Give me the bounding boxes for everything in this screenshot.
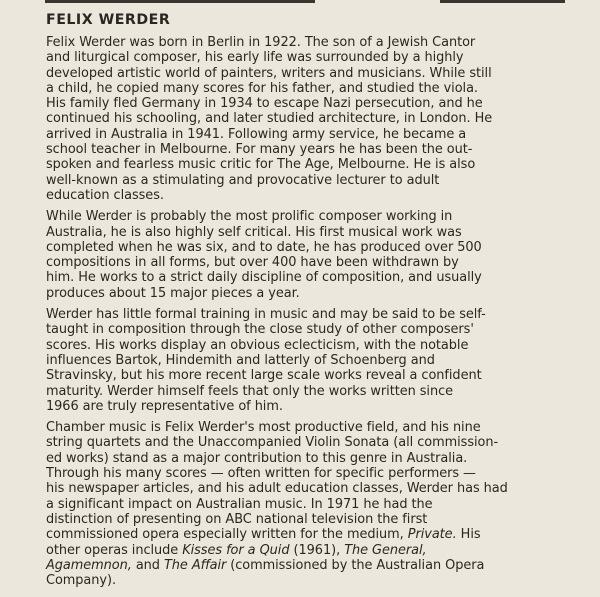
text-run: (1961), — [289, 542, 345, 558]
text-line: produces about 15 major pieces a year. — [46, 285, 300, 301]
text-line: developed artistic world of painters, writers and musicians. While still — [46, 65, 492, 81]
text-line: scores. His works display an obvious eclecticism, with the notable — [46, 337, 469, 353]
text-run: other operas include — [46, 542, 183, 558]
top-rule-left — [45, 0, 315, 3]
opera-title-agamemnon: Agamemnon, — [46, 557, 132, 573]
text-line: a significant impact on Australian music. In 1971 he had the — [46, 496, 433, 512]
text-run: commissioned opera especially written for the medium, — [46, 527, 408, 543]
text-line: arrived in Australia in 1941. Following army service, he became a — [46, 126, 467, 142]
text-line: well-known as a stimulating and provocative lecturer to adult — [46, 172, 440, 188]
text-line: Felix Werder was born in Berlin in 1922. The son of a Jewish Cantor — [46, 35, 476, 50]
text-line: 1966 are truly representative of him. — [46, 398, 283, 414]
text-line: influences Bartok, Hindemith and latterly of Schoenberg and — [46, 352, 435, 368]
text-run: His — [456, 527, 481, 543]
paragraph-chamber-music — [46, 420, 576, 588]
top-rule-right — [440, 0, 565, 3]
text-run: and — [131, 557, 164, 573]
text-line: Through his many scores — often written for specific performers — — [46, 466, 476, 482]
text-line: and liturgical composer, his early life was surrounded by a highly — [46, 50, 464, 66]
text-line: ed works) stand as a major contribution to this genre in Australia. — [46, 450, 468, 466]
text-line: His family fled Germany in 1934 to escape Nazi persecution, and he — [46, 96, 483, 112]
text-line: Werder has little formal training in music and may be said to be self- — [46, 307, 486, 323]
text-line: maturity. Werder himself feels that only the works written since — [46, 383, 453, 399]
text-line: taught in composition through the close study of other composers' — [46, 322, 474, 338]
opera-title-the-general: The General, — [344, 542, 427, 558]
text-line: education classes. — [46, 187, 164, 203]
text-line: Stravinsky, but his more recent large scale works reveal a confident — [46, 368, 482, 384]
opera-title-private: Private. — [407, 527, 457, 543]
text-line: completed when he was six, and to date, he has produced over 500 — [46, 239, 482, 255]
text-line: string quartets and the Unaccompanied Violin Sonata (all commission- — [46, 435, 499, 451]
text-line: Company). — [46, 573, 117, 589]
paragraph-early-life — [46, 35, 576, 203]
paragraph-prolific — [46, 209, 576, 301]
opera-title-the-affair: The Affair — [163, 557, 227, 573]
text-line: a child, he copied many scores for his father, and studied the viola. — [46, 80, 478, 96]
text-line: continued his schooling, and later studied architecture, in London. He — [46, 111, 493, 127]
text-line: school teacher in Melbourne. For many years he has been the out- — [46, 142, 473, 158]
text-line: Chamber music is Felix Werder's most productive field, and his nine — [46, 420, 481, 436]
opera-title-kisses-for-a-quid: Kisses for a Quid — [182, 542, 290, 558]
text-line: While Werder is probably the most prolific composer working in — [46, 209, 453, 225]
biography-page — [46, 11, 576, 594]
text-line: Australia, he is also highly self critical. His first musical work was — [46, 224, 462, 240]
text-line: spoken and fearless music critic for The Age, Melbourne. He is also — [46, 157, 476, 173]
text-run: (commissioned by the Australian Opera — [226, 557, 485, 573]
text-line-private — [46, 527, 576, 542]
text-line: compositions in all forms, but over 400 have been withdrawn by — [46, 255, 459, 271]
text-line: his newspaper articles, and his adult education classes, Werder has had — [46, 481, 508, 497]
text-line-agamemnon — [46, 558, 576, 573]
text-line: him. He works to a strict daily discipline of composition, and usually — [46, 270, 482, 286]
text-line-other-operas — [46, 543, 576, 558]
page-heading: FELIX WERDER — [46, 12, 171, 28]
text-line: distinction of presenting on ABC national television the first — [46, 511, 428, 527]
paragraph-training — [46, 307, 576, 414]
